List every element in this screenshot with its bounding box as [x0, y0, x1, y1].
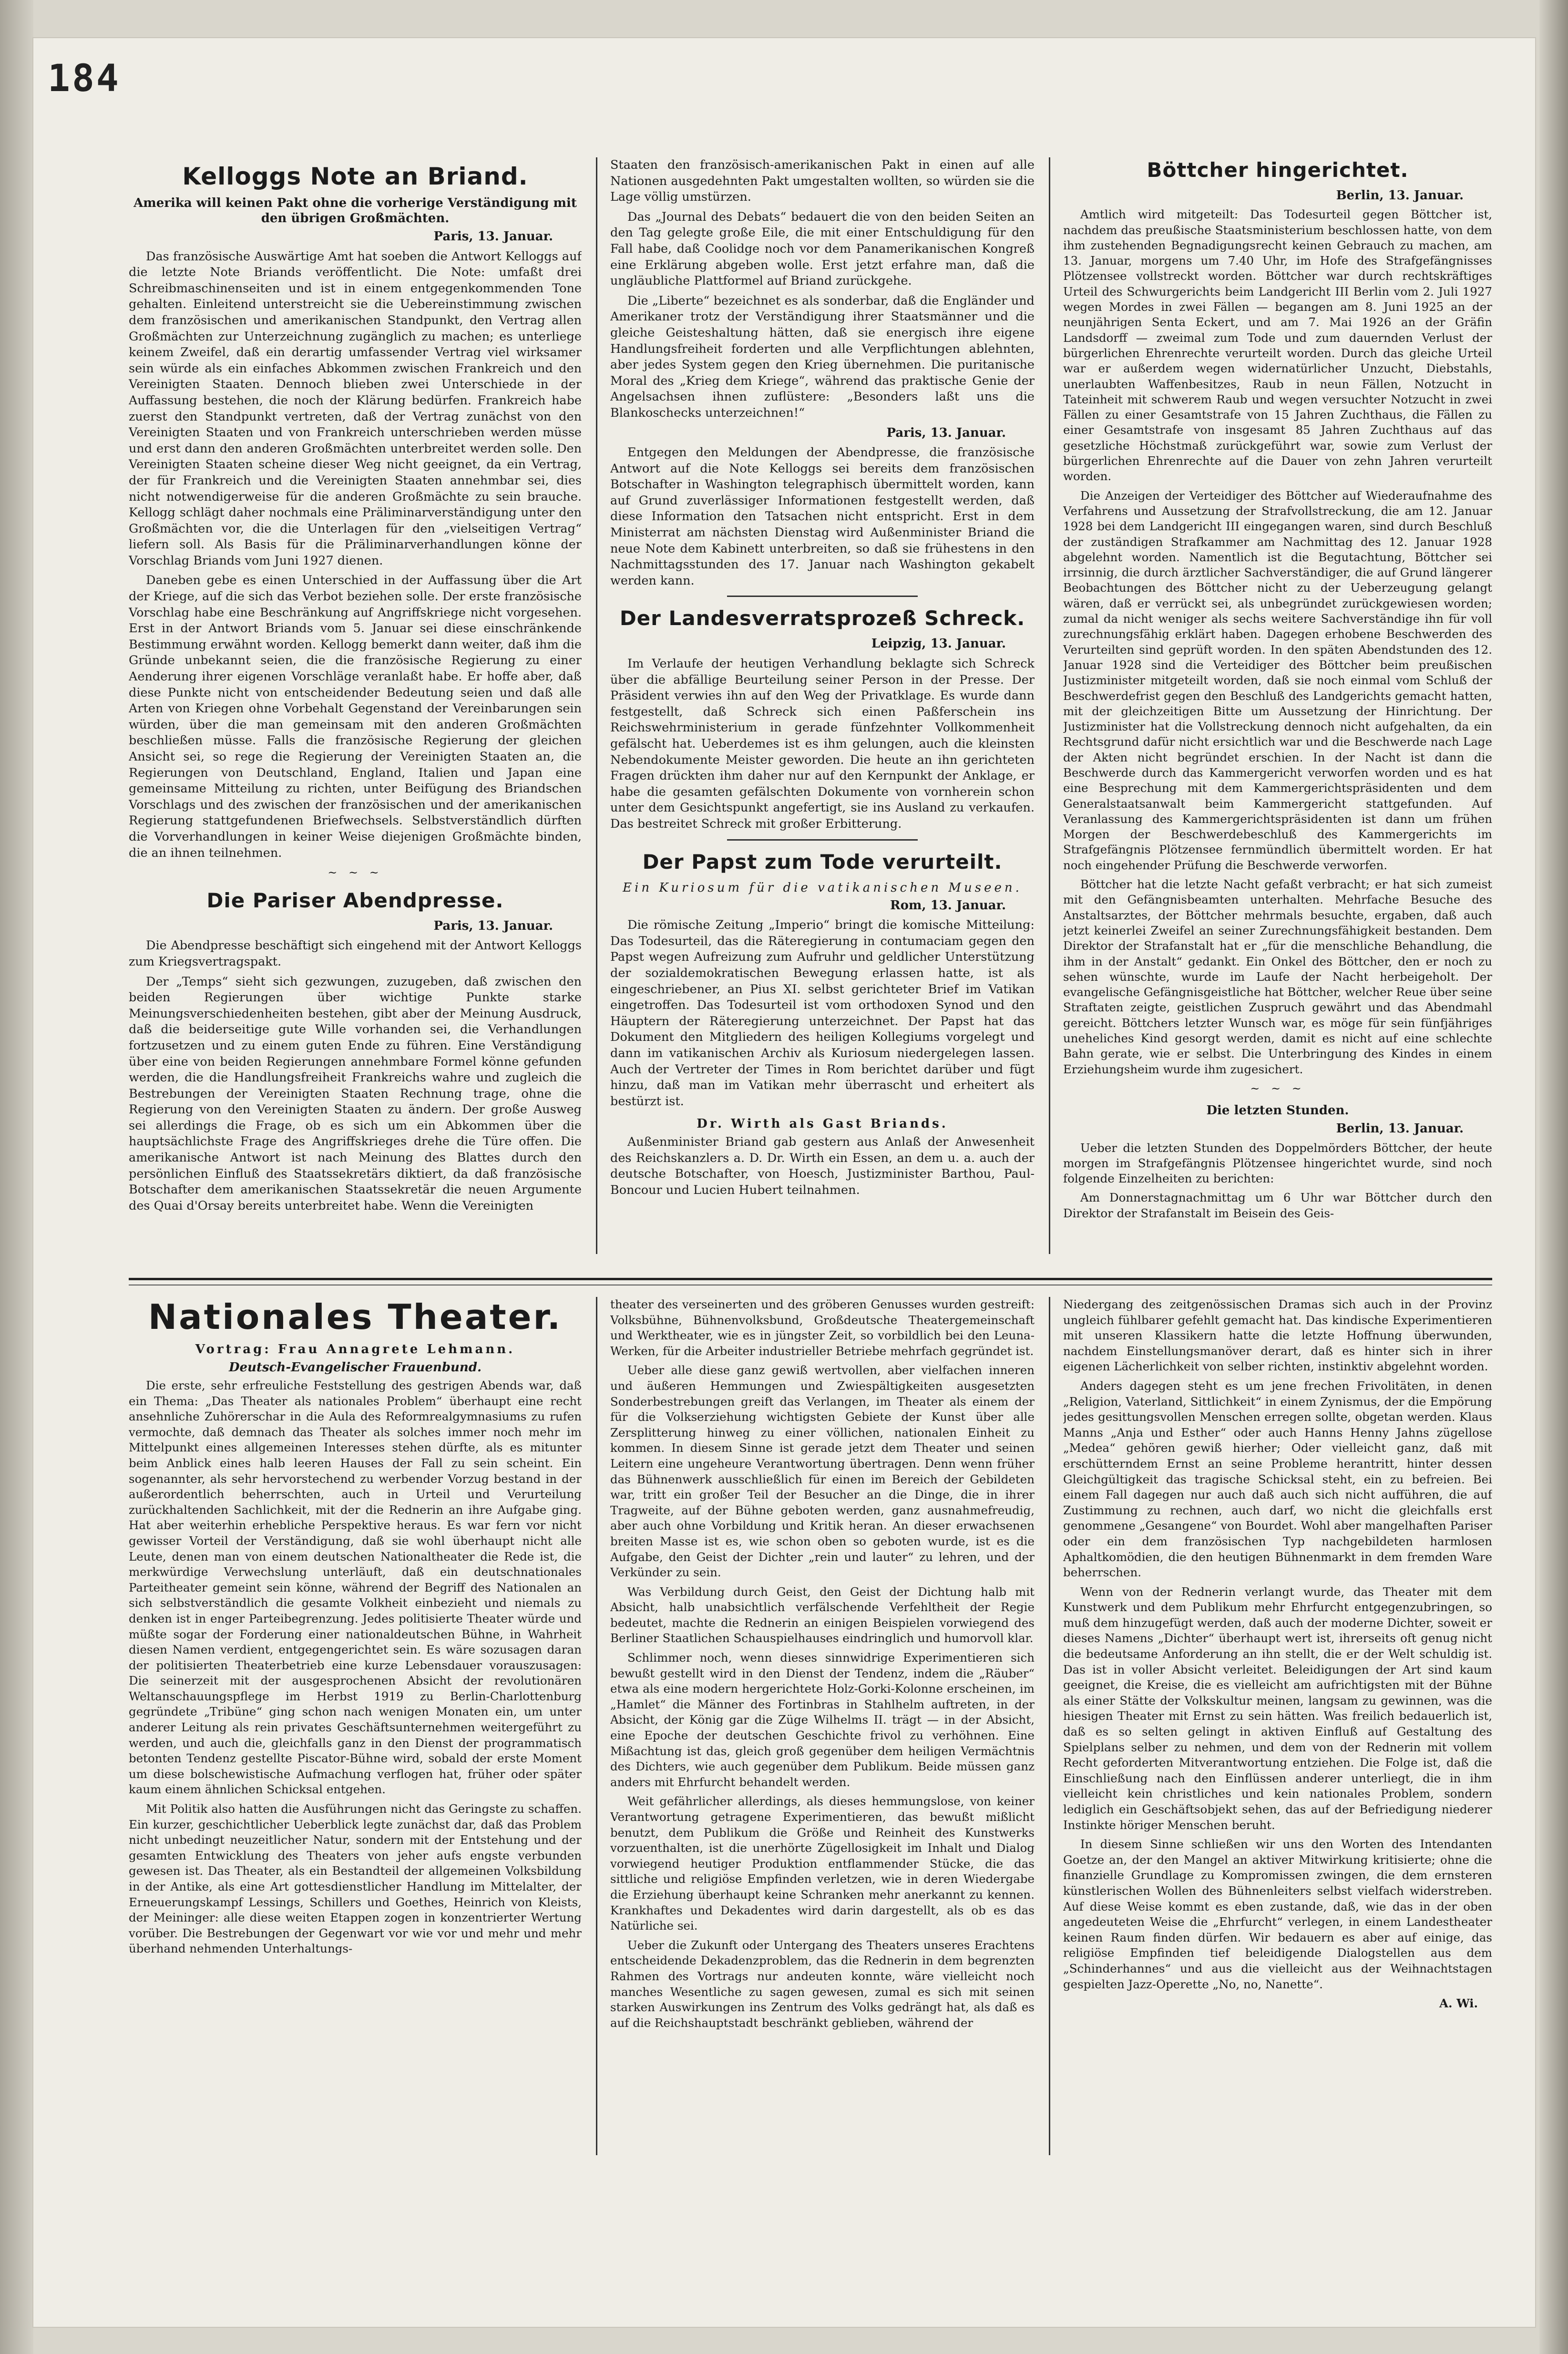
theater-paragraph: theater des verseinerten und des gröberen Genusses wurden gestreift: Volksbühne, Bühnenvolksbund, Großdeutsche Theatergemeinschaft und Werktheater, wie es in jüngster Zeit, so vorbildlich bei den Leuna-Werken, für die Arbeiter industrieller Betriebe mehrfach gegründet ist.	[610, 1297, 1035, 1358]
theater-paragraph: Mit Politik also hatten die Ausführungen nicht das Geringste zu schaffen. Ein kurzer, geschichtlicher Ueberblick legte zunächst dar, daß das Problem nicht unbedingt neuzeitlicher Natur, sondern mit der Entstehung und der gesamten Entwicklung des Theaters von jeher aufs engste verbunden gewesen ist. Das Theater, als ein Bestandteil der allgemeinen Volksbildung in der Antike, als eine Art gottesdienstlicher Handlung im Mittelalter, der Erneuerungskampf Lessings, Schillers und Goethes, Heinrich von Kleists, der Meininger: alle diese weiten Etappen zogen in konzentrierter Wertung vorüber. Die Bestrebungen der Gegenwart vor wie vor und mehr und mehr überhand nehmenden Unterhaltungs-	[129, 1802, 582, 1956]
theater-paragraph: Was Verbildung durch Geist, den Geist der Dichtung halb mit Absicht, halb unabsichtlich verfälschende Verfehltheit der Regie bedeutet, machte die Rednerin an einigen Beispielen vorwiegend des Berliner Staatlichen Schauspielhauses eindringlich und humorvoll klar.	[610, 1584, 1035, 1645]
wirth-headline: Dr. Wirth als Gast Briands.	[697, 1117, 948, 1131]
short-divider	[727, 839, 918, 841]
kellogg-headline: Kelloggs Note an Briand.	[182, 163, 528, 190]
boettcher-headline: Böttcher hingerichtet.	[1147, 158, 1409, 182]
stunden-headline: Die letzten Stunden.	[1206, 1103, 1349, 1118]
theater-headline: Nationales Theater.	[148, 1297, 563, 1337]
papst-paragraph: Die römische Zeitung „Imperio“ bringt die komische Mitteilung: Das Todesurteil, das die Räteregierung in contumaciam gegen den Papst wegen Aufreizung zum Aufruhr und geldlicher Unterstützung der sozialdemokratischen Bewegung erlassen hatte, ist als eingeschriebener, an Pius XI. selbst gerichteter Brief im Vatikan eingetroffen. Das Todesurteil ist vom orthodoxen Synod und den Häuptern der Räteregierung unterzeichnet. Der Papst hat das Dokument den Mitgliedern des heiligen Kollegiums vorgelegt und dann im vatikanischen Archiv als Kuriosum niedergelegen lassen. Auch der Vertreter der Times in Rom berichtet darüber und fügt hinzu, daß man im Vatikan mehr überrascht und erheitert als bestürzt ist.	[610, 918, 1035, 1109]
theater-paragraph: Niedergang des zeitgenössischen Dramas sich auch in der Provinz ungleich fühlbarer gefehlt gemacht hat. Das kindische Experimentieren mit unseren Klassikern hatte die letzte Hoffnung überwunden, nachdem Einstellungsmanöver derart, daß es hinter sich in ihrer eigenen Lächerlichkeit von selber richten, instinktiv abgelehnt worden.	[1063, 1297, 1492, 1374]
papst-subhead: Ein Kuriosum für die vatikanischen Museen.	[623, 880, 1022, 895]
column-top-1	[129, 162, 582, 1218]
kellogg-dateline: Paris, 13. Januar.	[433, 229, 553, 244]
kellogg-paragraph: Das „Journal des Debats“ bedauert die von den beiden Seiten an den Tag gelegte große Eile, die mit einer Entschuldigung für den Fall habe, daß Coolidge noch vor dem Panamerikanischen Kongreß eine Erklärung abgeben wolle. Erst jetzt erfahre man, daß die ungläubliche Plattformel auf Briand zurückgehe.	[610, 209, 1035, 288]
column-bottom-2	[610, 1297, 1035, 2035]
column-rule-1	[596, 157, 597, 1254]
theater-paragraph: Anders dagegen steht es um jene frechen Frivolitäten, in denen „Religion, Vaterland, Sittlichkeit“ in einem Zynismus, der die Empörung jedes gesittungsvollen Menschen erregen sollte, obgetan werden. Klaus Manns „Anja und Esther“ oder auch Hanns Henny Jahns zügellose „Medea“ gehören gewiß hierher; Oder vielleicht ganz, daß mit erschütterndem Ernst an seine Probleme herantritt, hinter dessen Gleichgültigkeit das tragische Schicksal steht, ein zu befreien. Bei einem Fall dagegen nur auch daß auch sich nicht aufführen, die auf Zustimmung zu rechnen, auch darf, wo nicht die gleichfalls erst genommene „Gesangene“ von Bourdet. Wohl aber mangelhaften Pariser oder ein dem französischen Typ nachgebildeten harmlosen Aphaltkomödien, die den heutigen Bühnenmarkt in dem fremden Ware beherrschen.	[1063, 1378, 1492, 1580]
papst-dateline: Rom, 13. Januar.	[890, 898, 1006, 913]
schreck-headline: Der Landesverratsprozeß Schreck.	[619, 606, 1025, 630]
column-top-3	[1063, 157, 1492, 1225]
stunden-paragraph: Am Donnerstagnachmittag um 6 Uhr war Böttcher durch den Direktor der Strafanstalt im Beisein des Geis-	[1063, 1191, 1492, 1220]
kellogg-paragraph: Die „Liberte“ bezeichnet es als sonderbar, daß die Engländer und Amerikaner trotz der Verständigung ihrer Staatsmänner und die gleiche Geisteshaltung hätten, daß sie energisch ihre eigene Handlungsfreiheit forderten und alle Verpflichtungen ablehnten, aber jedes System gegen den Krieg übernehmen. Die puritanische Moral des „Krieg dem Kriege“, während das praktische Genie der Angelsachsen ihnen zuflüstere: „Besonders laßt uns die Blankoschecks unterzeichnen!“	[610, 293, 1035, 420]
column-top-2	[610, 157, 1035, 1203]
column-rule-4	[1049, 1297, 1050, 2155]
kellogg-subhead: Amerika will keinen Pakt ohne die vorherige Verständigung mit den übrigen Großmächten.	[133, 196, 577, 226]
kellogg-paragraph: Das französische Auswärtige Amt hat soeben die Antwort Kelloggs auf die letzte Note Briands veröffentlicht. Die Note: umfaßt drei Schreibmaschinenseiten und ist in einem entgegenkommenden Tone gehalten. Einleitend unterstreicht sie die Uebereinstimmung zwischen dem französischen und amerikanischen Standpunkt, den Vertrag allen Großmächten zur Unterzeichnung zugänglich zu machen; es unterliege keinem Zweifel, daß ein derartig umfassender Vertrag viel wirksamer sein würde als ein einfaches Abkommen zwischen Frankreich und den Vereinigten Staaten. Dennoch blieben zwei Unterschiede in der Auffassung bestehen, die noch der Klärung bedürfen. Frankreich habe zuerst den Standpunkt vertreten, daß der Vertrag zunächst von den Vereinigten Staaten und von Frankreich unterschrieben werden müsse und erst dann den anderen Großmächten unterbreitet werden solle. Den Vereinigten Staaten scheine dieser Weg nicht geeignet, da ein Vertrag, der für Frankreich und die Vereinigten Staaten annehmbar sei, dies nicht notwendigerweise für die anderen Großmächte zu sein brauche. Kellogg schlägt daher nochmals eine Präliminarverständigung unter den Großmächten vor, die die Unterlagen für den „vielseitigen Vertrag“ liefern soll. Als Basis für die Präliminarverhandlungen könne der Vorschlag Briands vom Juni 1927 dienen.	[129, 249, 582, 568]
kellogg-paragraph: Daneben gebe es einen Unterschied in der Auffassung über die Art der Kriege, auf die sich das Verbot beziehen solle. Der erste französische Vorschlag habe eine Beschränkung auf Angriffskriege nicht vorgesehen. Erst in der Antwort Briands vom 5. Januar sei diese einschränkende Bestimmung erwähnt worden. Kellogg bemerkt dann weiter, daß ihm die Gründe unbekannt seien, die die französische Regierung zu einer Aenderung ihrer eigenen Vorschläge veranlaßt habe. Er hoffe aber, daß diese Punkte nicht von entscheidender Bedeutung seien und daß alle Arten von Kriegen ohne Vorbehalt Gegenstand der Vereinbarungen sein würden, über die man gemeinsam mit den anderen Großmächten beschließen müsse. Falls die französische Regierung der gleichen Ansicht sei, so rege die Regierung der Vereinigten Staaten an, die Regierungen von Deutschland, England, Italien und Japan eine gemeinsame Mitteilung zu richten, unter Beifügung des Briandschen Vorschlags und des zwischen der französischen und der amerikanischen Regierung stattgefundenen Briefwechsels. Selbstverständlich dürften die Vorverhandlungen in keiner Weise diejenigen Großmächte binden, die an ihnen teilnehmen.	[129, 573, 582, 860]
papst-headline: Der Papst zum Tode verurteilt.	[642, 850, 1003, 874]
page-number: 184	[48, 57, 121, 100]
section-separator: ~ ~ ~	[328, 866, 383, 880]
author-signature: A. Wi.	[1439, 1996, 1478, 2011]
stunden-paragraph: Ueber die letzten Stunden des Doppelmörders Böttcher, der heute morgen im Strafgefängnis Plötzensee hingerichtet wurde, sind noch folgende Einzelheiten zu berichten:	[1063, 1141, 1492, 1186]
kellogg-continuation: Staaten den französisch-amerikanischen Pakt in einen auf alle Nationen ausgedehnten Pakt umgestalten wollten, so würden sie die Lage völlig umstürzen.	[610, 158, 1035, 205]
column-rule-3	[596, 1297, 597, 2155]
feuilleton-rule	[129, 1278, 1492, 1280]
theater-paragraph: Ueber alle diese ganz gewiß wertvollen, aber vielfachen inneren und äußeren Hemmungen und Zwiespältigkeiten ausgesetzten Sonderbestrebungen greift das Verlangen, im Theater als einem der für die Volkserziehung wichtigsten Gebiete der Kunst über alle Zersplitterung hinweg zu einer völlichen, nationalen Einheit zu kommen. In diesem Sinne ist gerade jetzt dem Theater und seinen Leitern eine ungeheure Verantwortung übertragen. Denn wenn früher das Bühnenwerk ausschließlich für einen im Bereich der Gebildeten war, tritt ein großer Teil der Besucher an die Dinge, die in ihrer Tragweite, auf der Bühne geboten werden, ganz ausnahmefreudig, aber auch ohne Vorbildung und Kritik heran. An dieser erwachsenen breiten Masse ist es, wie schon oben so geboten wurde, ist es die Aufgabe, den Geist der Dichter „rein und lauter“ zu lehren, und der Verkünder zu sein.	[610, 1363, 1035, 1580]
schreck-dateline: Leipzig, 13. Januar.	[871, 637, 1006, 651]
theater-paragraph: Weit gefährlicher allerdings, als dieses hemmungslose, von keiner Verantwortung getragene Experimentieren, das bewußt mißlicht benutzt, dem Publikum die Größe und Reinheit des Kunstwerks vorzuenthalten, ist die unerhörte Zügellosigkeit im Inhalt und Dialog vorwiegend heutiger Produktion entflammender Stücke, die das sittliche und religiöse Empfinden verletzen, wie in deren Wiedergabe die Erziehung überhaupt keine Schranken mehr anerkannt zu kennen. Krankhaftes und Dekadentes wird darin dargestellt, als ob es das Natürliche sei.	[610, 1794, 1035, 1933]
column-bottom-1	[129, 1297, 582, 1961]
theater-paragraph: Wenn von der Rednerin verlangt wurde, das Theater mit dem Kunstwerk und dem Publikum mehr Ehrfurcht entgegenzubringen, so muß dem hinzugefügt werden, daß auch der moderne Dichter, soweit er dieses Namens „Dichter“ überhaupt wert ist, ihrerseits oft genug nicht die bedeutsame Anforderung an ihn stellt, die er der Welt schuldig ist. Das ist in voller Absicht verleitet. Beleidigungen der Art sind kaum geeignet, die Kreise, die es vielleicht am aufrichtigsten mit der Bühne als einer Stätte der Volkskultur meinen, langsam zu gewinnen, was die hiesigen Theater mit Ernst zu sein hätten. Was freilich bedauerlich ist, daß es so selten gelingt in aktiven Einfluß auf Gestaltung des Spielplans selber zu nehmen, und dem von der Rednerin mit vollem Recht geforderten Mitverantwortung entziehen. Die Folge ist, daß die Einschließung nach den Einflüssen anderer unterliegt, die in ihm vielleicht kein christliches und kein nationales Problem, sondern lediglich ein Geschäftsobjekt sehen, das auf der Befriedigung niederer Instinkte höriger Menschen beruht.	[1063, 1584, 1492, 1832]
boettcher-paragraph: Amtlich wird mitgeteilt: Das Todesurteil gegen Böttcher ist, nachdem das preußische Staatsministerium beschlossen hatte, von dem ihm zustehenden Begnadigungsrecht keinen Gebrauch zu machen, am 13. Januar, morgens um 7.40 Uhr, im Hofe des Strafgefängnisses Plötzensee vollstreckt worden. Böttcher war durch rechtskräftiges Urteil des Schwurgerichts beim Landgericht III Berlin vom 2. Juli 1927 wegen Mordes in zwei Fällen — begangen am 8. Juni 1925 an der neunjährigen Senta Eckert, und am 7. Mai 1926 an der Gräfin Landsdorff — zweimal zum Tode und zum dauernden Verlust der bürgerlichen Ehrenrechte verurteilt worden. Durch das gleiche Urteil war er außerdem wegen widernatürlicher Unzucht, Diebstahls, unerlaubten Waffenbesitzes, Raub in neun Fällen, Notzucht in Tateinheit mit schwerem Raub und wegen versuchter Notzucht in zwei Fällen zu einer Gesamtstrafe von 15 Jahren Zuchthaus, die Fällen zu einer Gesamtstrafe von insgesamt 85 Jahren Zuchthaus auf das gesetzliche Höchstmaß zurückgeführt war, sowie zum Verlust der bürgerlichen Ehrenrechte auf die Dauer von zehn Jahren verurteilt worden.	[1063, 207, 1492, 483]
paris-dateline: Paris, 13. Januar.	[886, 425, 1006, 440]
section-separator: ~ ~ ~	[1250, 1081, 1305, 1095]
theater-paragraph: Schlimmer noch, wenn dieses sinnwidrige Experimentieren sich bewußt gestellt wird in den Dienst der Tendenz, indem die „Räuber“ etwa als eine modern hergerichtete Holz-Gorki-Kolonne erscheinen, im „Hamlet“ die Männer des Fortinbras in Stahlhelm auftreten, in der Absicht, der König gar die Züge Wilhelms II. trägt — in der Absicht, eine Epoche der deutschen Geschichte frivol zu verhöhnen. Eine Mißachtung ist das, gleich groß gegenüber dem heiligen Vermächtnis des Dichters, wie auch gegenüber dem Publikum. Beide müssen ganz anders mit Ehrfurcht behandelt werden.	[610, 1651, 1035, 1789]
theater-paragraph: Ueber die Zukunft oder Untergang des Theaters unseres Erachtens entscheidende Dekadenzproblem, das die Rednerin in dem begrenzten Rahmen des Vortrags nur andeuten konnte, wäre vielleicht noch manches Wesentliche zu sagen gewesen, zumal es sich mit seinen starken Auswirkungen ins Zentrum des Volks gedrängt hat, als daß es auf die Reichshauptstadt beschränkt geblieben, während der	[610, 1938, 1035, 2030]
abendpresse-dateline: Paris, 13. Januar.	[433, 918, 553, 933]
theater-organization: Deutsch-Evangelischer Frauenbund.	[228, 1360, 482, 1375]
abendpresse-headline: Die Pariser Abendpresse.	[206, 888, 504, 912]
column-bottom-3	[1063, 1297, 1492, 2012]
page-edge-left	[0, 0, 33, 2354]
schreck-paragraph: Im Verlaufe der heutigen Verhandlung beklagte sich Schreck über die abfällige Beurteilung seiner Person in der Presse. Der Präsident verwies ihn auf den Weg der Privatklage. Es wurde dann festgestellt, daß Schreck sich einen Paßferschein ins Reichswehrministerium in gerade fünfzehnter Vollkommenheit gefälscht hat. Ueberdemes ist es ihm gelungen, auch die kleinsten Nebendokumente Meister geworden. Die heute an ihn gerichteten Fragen drückten ihm daher nur auf den Kernpunkt der Anklage, er habe die gesamten gefälschten Dokumente von vornherein schon unter dem Gesichtspunkt angefertigt, sie ins Ausland zu verkaufen. Das bestreitet Schreck mit großer Erbitterung.	[610, 657, 1035, 831]
theater-paragraph: Die erste, sehr erfreuliche Feststellung des gestrigen Abends war, daß ein Thema: „Das Theater als nationales Problem“ überhaupt eine recht ansehnliche Zuhörerschar in die Aula des Reformrealgymnasiums zu rufen vermochte, daß demnach das Theater als solches immer noch mehr im Mittelpunkt eines allgemeinen Interesses stehen dürfte, als es mitunter beim Anblick eines halb leeren Hauses der Fall zu sein scheint. Ein sogenannter, als sehr hervorstechend zu werbender Vorzug bestand in der außerordentlich beherrschten, auch in Urteil und Verurteilung zurückhaltenden Sachlichkeit, mit der die Rednerin an ihre Aufgabe ging. Hat aber weiterhin erhebliche Perspektive heraus. Es war fern vor nicht gewisser Vorteil der Verständigung, daß sie wohl überhaupt nicht alle Leute, denen man von einem deutschen Nationaltheater die Rede ist, die merkwürdige Verwechslung unterläuft, daß ein deutschnationales Parteitheater gemeint sein könne, während der Begriff des Nationalen an sich selbstverständlich die gesamte Volkheit einbezieht und niemals zu denken ist in enger Parteibegrenzung. Jedes politisierte Theater würde und müßte sogar der Forderung einer nationaldeutschen Bühne, in Wahrheit diesen Namen verdient, entgegengerichtet sein. Es wäre sozusagen daran der politisierten Theaterbetrieb eine kurze Lebensdauer vorauszusagen: Die seinerzeit mit der ausgesprochenen Absicht der revolutionären Weltanschauungspflege im Herbst 1919 zu Berlin-Charlottenburg gegründete „Tribüne“ ging schon nach wenigen Monaten ein, um unter anderer Leitung als rein privates Geschäftsunternehmen weitergeführt zu werden, und auch die, gleichfalls ganz in den Dienst der programmatisch betonten Tendenz gestellte Piscator-Bühne wird, sobald der erste Moment um diese bolschewistische Aufmachung verflogen hat, früher oder später kaum einem ähnlichen Schicksal entgehen.	[129, 1378, 582, 1797]
wirth-paragraph: Außenminister Briand gab gestern aus Anlaß der Anwesenheit des Reichskanzlers a. D. Dr. Wirth ein Essen, an dem u. a. auch der deutsche Botschafter, von Hoesch, Justizminister Barthou, Paul-Boncour und Lucien Hubert teilnahmen.	[610, 1135, 1035, 1198]
boettcher-paragraph: Böttcher hat die letzte Nacht gefaßt verbracht; er hat sich zumeist mit den Gefängnisbeamten unterhalten. Mehrfache Besuche des Anstaltsarztes, der Böttcher mehrmals besuchte, ergaben, daß auch jetzt keinerlei Zweifel an seiner Zurechnungsfähigkeit bestanden. Dem Direktor der Strafanstalt hat er „für die menschliche Behandlung, die ihm in der Anstalt“ gedankt. Ein Onkel des Böttcher, den er noch zu sehen wünschte, wurde im Laufe der Nacht herbeigeholt. Der evangelische Gefängnisgeistliche hat Böttcher, welcher Reue über seine Straftaten zeigte, geistlichen Zuspruch gewährt und das Abendmahl gereicht. Böttchers letzter Wunsch war, es möge für sein fünfjähriges uneheliches Kind gesorgt werden, damit es nicht auf eine schlechte Bahn gerate, wie er selbst. Die Unterbringung des Kindes in einem Erziehungsheim wurde ihm zugesichert.	[1063, 877, 1492, 1076]
boettcher-paragraph: Die Anzeigen der Verteidiger des Böttcher auf Wiederaufnahme des Verfahrens und Aussetzung der Strafvollstreckung, die am 12. Januar 1928 bei dem Landgericht III eingegangen waren, sind durch Beschluß der zuständigen Strafkammer am Nachmittag des 12. Januar 1928 abgelehnt worden. Namentlich ist die Begutachtung, Böttcher sei irrsinnig, die durch ärztlicher Sachverständiger, die auf Grund längerer Beobachtungen des Böttcher nicht zu der Ueberzeugung gelangt wären, daß er verrückt sei, als unbegründet zurückgewiesen worden; zumal da nicht weniger als sechs weitere Sachverständige ihn für voll zurechnungsfähig erklärt haben. Dagegen erhobene Beschwerden des Verurteilten sind geprüft worden. In den späten Abendstunden des 12. Januar 1928 sind die Verteidiger des Böttcher beim preußischen Justizminister mitgeteilt worden, daß sie noch einmal vom Schluß der Beschwerdefrist gegen den Beschluß des Landgerichts gemacht hatten, mit der gleichzeitigen Bitte um Aussetzung der Hinrichtung. Der Justizminister hat die Vollstreckung dennoch nicht aufgehalten, da ein Rechtsgrund dafür nicht ersichtlich war und die Beschwerde nach Lage der Akten nicht begründet erschien. In der Nacht ist dann die Beschwerde durch das Kammergericht verworfen worden und es hat eine Besprechung mit dem Kammergerichtspräsidenten und dem Generalstaatsanwalt beim Kammergericht stattgefunden. Auf Veranlassung des Kammergerichtspräsidenten ist dann um frühen Morgen der Beschwerdebeschluß des Kammergerichts im Strafgefängnis Plötzensee fernmündlich übermittelt worden. Er hat noch eingehender Prüfung die Beschwerde verworfen.	[1063, 488, 1492, 872]
abendpresse-paragraph: Die Abendpresse beschäftigt sich eingehend mit der Antwort Kelloggs zum Kriegsvertragspakt.	[129, 938, 582, 969]
short-divider	[727, 596, 918, 597]
paris-paragraph: Entgegen den Meldungen der Abendpresse, die französische Antwort auf die Note Kelloggs sei bereits dem französischen Botschafter in Washington telegraphisch übermittelt worden, kann auf Grund zuverlässiger Informationen festgestellt werden, daß diese Information den Tatsachen nicht entspricht. Erst in dem Ministerrat am nächsten Dienstag wird Außenminister Briand die neue Note dem Kabinett unterbreiten, so daß sie frühestens in den Nachmittagsstunden des 17. Januar nach Washington gekabelt werden kann.	[610, 445, 1035, 588]
theater-paragraph: In diesem Sinne schließen wir uns den Worten des Intendanten Goetze an, der den Mangel an aktiver Mitwirkung kritisierte; ohne die finanzielle Grundlage zu Kompromissen zwingen, die dem ernsteren künstlerischen Wollen des Bühnenleiters selbst vielfach widerstreben. Auf diese Weise kommt es eben zustande, daß, wie das in der oben angedeuteten Weise die „Ehrfurcht“ verlegen, in einem Landestheater keinen Raum finden dürfen. Wir bedauern es aber auf einige, das religiöse Empfinden tief beleidigende Dialogstellen aus dem „Schinderhannes“ und aus die vielleicht aus der Weihnachtstagen gespielten Jazz-Operette „No, no, Nanette“.	[1063, 1837, 1492, 1991]
abendpresse-paragraph: Der „Temps“ sieht sich gezwungen, zuzugeben, daß zwischen den beiden Regierungen über wichtige Punkte starke Meinungsverschiedenheiten bestehen, gibt aber der Meinung Ausdruck, daß die beiderseitige gute Wille vorhanden sei, die Verhandlungen fortzusetzen und zu einem guten Ende zu führen. Eine Verständigung über eine von beiden Regierungen annehmbare Formel könne gefunden werden, die die Handlungsfreiheit Frankreichs wahre und zugleich die Bestrebungen der Vereinigten Staaten Rechnung trage, ohne die Regierung von den Vereinigten Staaten zu ändern. Der große Ausweg sei allerdings die Frage, ob es sich um ein Abkommen über die hauptsächlichste Frage des Angriffskrieges drehe die Türe offen. Die amerikanische Antwort ist nach Meinung des Blattes durch den persönlichen Einfluß des Staatssekretärs diktiert, da daß französische Botschafter dem amerikanischen Staatssekretär die neuen Argumente des Quai d'Orsay bereits unterbreitet habe. Wenn die Vereinigten	[129, 974, 582, 1213]
page-edge-right	[1539, 0, 1568, 2354]
stunden-dateline: Berlin, 13. Januar.	[1336, 1121, 1464, 1136]
theater-subhead: Vortrag: Frau Annagrete Lehmann.	[195, 1342, 515, 1357]
boettcher-dateline: Berlin, 13. Januar.	[1336, 188, 1464, 203]
column-rule-2	[1049, 157, 1050, 1254]
